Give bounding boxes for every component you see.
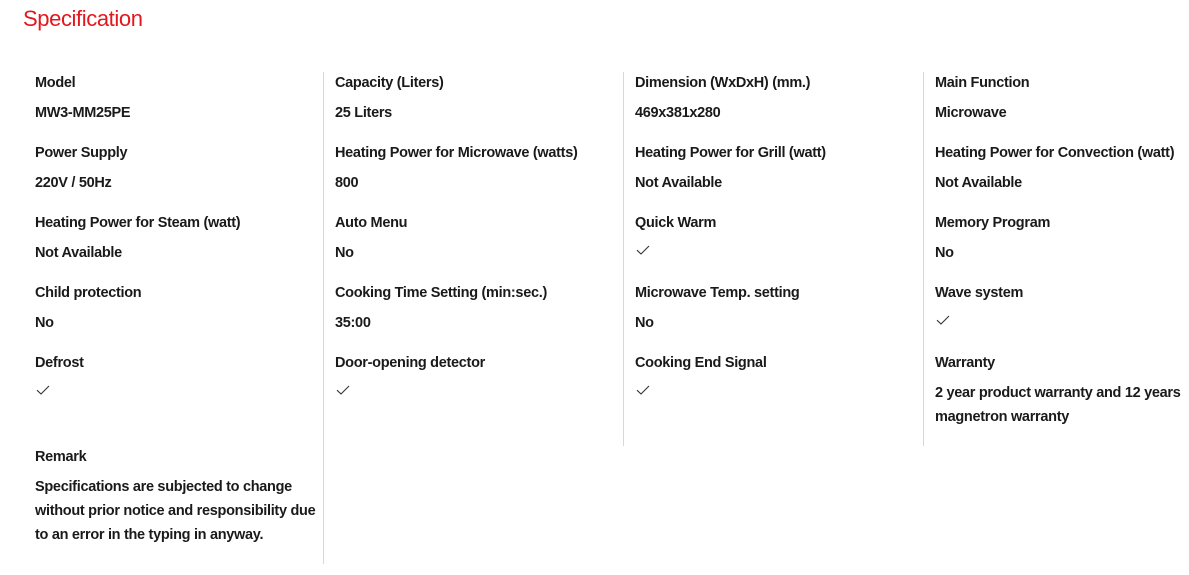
spec-item-quick-warm <box>623 212 923 282</box>
spec-label: Defrost <box>35 355 84 371</box>
spec-label: Power Supply <box>35 145 128 161</box>
spec-label: Cooking End Signal <box>635 355 767 371</box>
spec-value: 220V / 50Hz <box>35 175 112 191</box>
spec-item-temp-setting <box>623 282 923 352</box>
spec-item-wave-system <box>923 282 1189 352</box>
spec-label: Dimension (WxDxH) (mm.) <box>635 75 811 91</box>
spec-label: Heating Power for Grill (watt) <box>635 145 826 161</box>
spec-value: MW3-MM25PE <box>35 105 131 121</box>
spec-label: Child protection <box>35 285 142 301</box>
spec-label: Main Function <box>935 75 1030 91</box>
spec-label: Heating Power for Microwave (watts) <box>335 145 578 161</box>
spec-value: No <box>35 315 54 331</box>
spec-value: No <box>935 245 954 261</box>
spec-value: Microwave <box>935 105 1007 121</box>
check-icon <box>336 383 350 397</box>
spec-item-end-signal <box>623 352 923 422</box>
spec-item-microwave-power <box>323 142 623 212</box>
spec-column-1 <box>23 72 324 564</box>
spec-item-steam-power <box>23 212 323 282</box>
spec-item-warranty <box>923 352 1189 446</box>
spec-item-child-protection <box>23 282 323 352</box>
spec-label: Capacity (Liters) <box>335 75 444 91</box>
page-title: Specification <box>23 6 143 31</box>
spec-item-cooking-time <box>323 282 623 352</box>
check-icon <box>636 243 650 257</box>
spec-item-convection-power <box>923 142 1189 212</box>
spec-value: No <box>335 245 354 261</box>
spec-value: Specifications are subjected to change without prior notice and responsibility due to an error in the typing in anyway. <box>35 479 316 543</box>
spec-value: Not Available <box>35 245 122 261</box>
spec-value: 25 Liters <box>335 105 392 121</box>
spec-item-memory-program <box>923 212 1189 282</box>
spec-value: Not Available <box>635 175 722 191</box>
spec-value: 800 <box>335 175 359 191</box>
spec-label: Quick Warm <box>635 215 717 231</box>
spec-item-remark <box>23 446 323 543</box>
spec-item-power-supply <box>23 142 323 212</box>
spec-column-2 <box>323 72 624 446</box>
spec-column-3 <box>623 72 924 446</box>
spec-value: 35:00 <box>335 315 371 331</box>
spec-label: Warranty <box>935 355 995 371</box>
spec-label: Microwave Temp. setting <box>635 285 800 301</box>
spec-item-capacity <box>323 72 623 142</box>
spec-label: Wave system <box>935 285 1024 301</box>
spec-item-main-function <box>923 72 1189 142</box>
spec-item-door-detector <box>323 352 623 422</box>
spec-value: 2 year product warranty and 12 years magnetron warranty <box>935 385 1181 425</box>
spec-value: 469x381x280 <box>635 105 721 121</box>
spec-item-defrost <box>23 352 323 446</box>
spec-value: No <box>635 315 654 331</box>
check-icon <box>636 383 650 397</box>
spec-value: Not Available <box>935 175 1022 191</box>
spec-label: Model <box>35 75 76 91</box>
spec-item-model <box>23 72 323 142</box>
spec-label: Door-opening detector <box>335 355 485 371</box>
spec-label: Memory Program <box>935 215 1051 231</box>
check-icon <box>36 383 50 397</box>
spec-label: Heating Power for Steam (watt) <box>35 215 241 231</box>
spec-label: Remark <box>35 449 87 465</box>
spec-label: Cooking Time Setting (min:sec.) <box>335 285 547 301</box>
spec-label: Heating Power for Convection (watt) <box>935 145 1175 161</box>
spec-item-dimension <box>623 72 923 142</box>
spec-label: Auto Menu <box>335 215 408 231</box>
spec-column-4 <box>923 72 1189 446</box>
spec-item-grill-power <box>623 142 923 212</box>
spec-item-auto-menu <box>323 212 623 282</box>
check-icon <box>936 313 950 327</box>
